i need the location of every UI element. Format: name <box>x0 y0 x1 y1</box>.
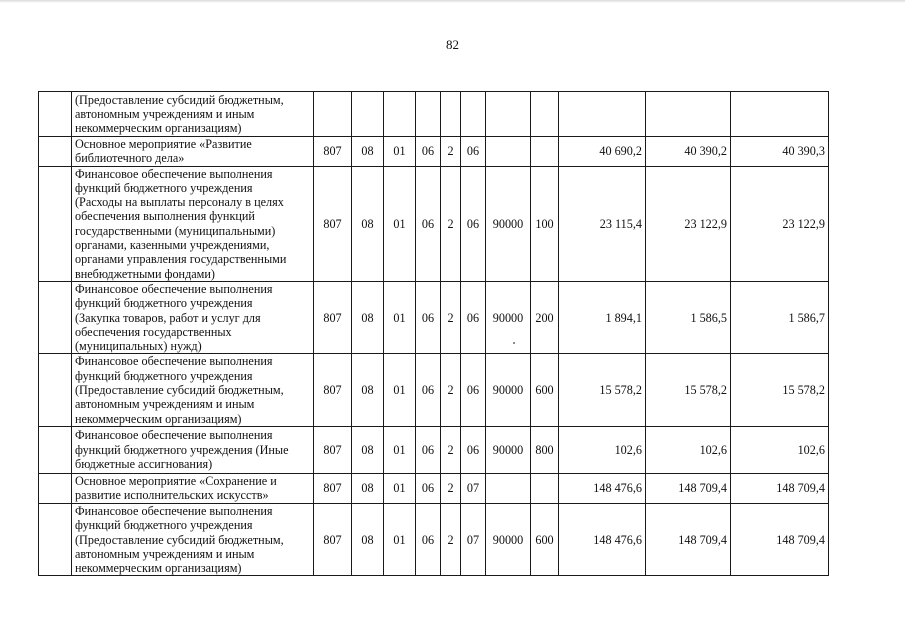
expense-type-cell <box>531 137 559 167</box>
subsection-code-cell: 01 <box>384 281 416 353</box>
amount-year-1-cell: 148 476,6 <box>559 503 646 575</box>
amount-year-3-cell: 40 390,3 <box>731 137 829 167</box>
item-name-line: некоммерческим организациям) <box>75 121 242 136</box>
item-name-cell <box>72 426 314 473</box>
item-name-line: внебюджетными фондами) <box>75 266 215 281</box>
amount-year-3-cell: 102,6 <box>731 426 829 473</box>
item-name-line: органами, казенными учреждениями, <box>75 238 270 253</box>
subsection-code-cell: 01 <box>384 473 416 503</box>
direction-code-cell <box>486 473 531 503</box>
amount-year-1-cell: 1 894,1 <box>559 281 646 353</box>
item-name-line: Финансовое обеспечение выполнения <box>75 503 273 518</box>
item-name-line: органами управления государственными <box>75 252 287 267</box>
amount-year-3-cell: 1 586,7 <box>731 281 829 353</box>
item-name-line: (муниципальных) нужд) <box>75 339 202 354</box>
ministry-code-cell: 807 <box>314 473 352 503</box>
item-name-line: обеспечения выполнения функций <box>75 209 255 224</box>
direction-code-cell: 90000 <box>486 354 531 426</box>
item-name-line: автономным учреждениям и иным <box>75 397 255 412</box>
amount-year-2-cell: 148 709,4 <box>646 503 731 575</box>
section-code-cell: 08 <box>352 281 384 353</box>
subsection-code-cell: 01 <box>384 503 416 575</box>
item-name-line: (Закупка товаров, работ и услуг для <box>75 310 261 325</box>
measure-code-cell: 06 <box>461 426 486 473</box>
subprogram-code-cell: 2 <box>441 426 461 473</box>
amount-year-2-cell <box>646 92 731 137</box>
table-row <box>39 426 829 473</box>
item-name-line: (Предоставление субсидий бюджетным, <box>75 383 284 398</box>
direction-code-cell: 90000 <box>486 503 531 575</box>
subprogram-code-cell <box>441 92 461 137</box>
subsection-code-cell: 01 <box>384 137 416 167</box>
expense-type-cell: 800 <box>531 426 559 473</box>
amount-year-3-cell: 148 709,4 <box>731 473 829 503</box>
amount-year-3-cell: 23 122,9 <box>731 166 829 281</box>
ministry-code-cell: 807 <box>314 166 352 281</box>
ministry-code-cell: 807 <box>314 503 352 575</box>
direction-code-cell <box>486 137 531 167</box>
row-number-cell <box>39 137 72 167</box>
section-code-cell: 08 <box>352 426 384 473</box>
table-row <box>39 166 829 281</box>
expense-type-cell: 100 <box>531 166 559 281</box>
item-name-line: Основное мероприятие «Сохранение и <box>75 474 277 489</box>
item-name-line: Финансовое обеспечение выполнения <box>75 166 273 181</box>
section-code-cell: 08 <box>352 166 384 281</box>
direction-code-cell: 90000 <box>486 426 531 473</box>
ministry-code-cell: 807 <box>314 426 352 473</box>
section-code-cell: 08 <box>352 473 384 503</box>
measure-code-cell: 06 <box>461 354 486 426</box>
item-name-line: функций бюджетного учреждения <box>75 518 253 533</box>
item-name-line: государственными (муниципальными) <box>75 223 276 238</box>
expense-type-cell: 200 <box>531 281 559 353</box>
measure-code-cell: 07 <box>461 503 486 575</box>
amount-year-2-cell: 1 586,5 <box>646 281 731 353</box>
section-code-cell <box>352 92 384 137</box>
measure-code-cell: 07 <box>461 473 486 503</box>
subprogram-code-cell: 2 <box>441 166 461 281</box>
item-name-line: Основное мероприятие «Развитие <box>75 137 252 151</box>
amount-year-1-cell: 23 115,4 <box>559 166 646 281</box>
amount-year-2-cell: 148 709,4 <box>646 473 731 503</box>
item-name-cell <box>72 92 314 137</box>
row-number-cell <box>39 426 72 473</box>
program-code-cell: 06 <box>416 281 441 353</box>
measure-code-cell: 06 <box>461 166 486 281</box>
subsection-code-cell: 01 <box>384 354 416 426</box>
expense-type-cell <box>531 92 559 137</box>
subprogram-code-cell: 2 <box>441 354 461 426</box>
row-number-cell <box>39 354 72 426</box>
item-name-line: Финансовое обеспечение выполнения <box>75 428 273 443</box>
amount-year-2-cell: 102,6 <box>646 426 731 473</box>
expense-type-cell <box>531 473 559 503</box>
amount-year-3-cell <box>731 92 829 137</box>
table-row <box>39 281 829 353</box>
amount-year-1-cell <box>559 92 646 137</box>
ministry-code-cell: 807 <box>314 137 352 167</box>
item-name-line: обеспечения государственных <box>75 324 232 339</box>
budget-table-body <box>39 92 829 576</box>
subsection-code-cell: 01 <box>384 166 416 281</box>
budget-table <box>38 91 829 576</box>
subsection-code-cell <box>384 92 416 137</box>
item-name-line: Финансовое обеспечение выполнения <box>75 281 273 296</box>
program-code-cell: 06 <box>416 354 441 426</box>
measure-code-cell: 06 <box>461 137 486 167</box>
item-name-cell <box>72 281 314 353</box>
ministry-code-cell: 807 <box>314 281 352 353</box>
scan-top-edge <box>0 0 905 3</box>
subprogram-code-cell: 2 <box>441 137 461 167</box>
item-name-cell <box>72 137 314 167</box>
program-code-cell <box>416 92 441 137</box>
item-name-line: библиотечного дела» <box>75 151 185 166</box>
amount-year-2-cell: 23 122,9 <box>646 166 731 281</box>
direction-code-cell: 90000 <box>486 281 531 353</box>
program-code-cell: 06 <box>416 473 441 503</box>
row-number-cell <box>39 473 72 503</box>
program-code-cell: 06 <box>416 503 441 575</box>
item-name-line: развитие исполнительских искусств» <box>75 488 269 503</box>
measure-code-cell <box>461 92 486 137</box>
amount-year-1-cell: 148 476,6 <box>559 473 646 503</box>
item-name-line: автономным учреждениям и иным <box>75 546 255 561</box>
direction-code-cell: 90000 <box>486 166 531 281</box>
amount-year-1-cell: 15 578,2 <box>559 354 646 426</box>
item-name-line: (Предоставление субсидий бюджетным, <box>75 532 284 547</box>
item-name-line: функций бюджетного учреждения <box>75 180 253 195</box>
program-code-cell: 06 <box>416 137 441 167</box>
item-name-line: бюджетные ассигнования) <box>75 457 213 472</box>
amount-year-3-cell: 148 709,4 <box>731 503 829 575</box>
item-name-line: автономным учреждениям и иным <box>75 106 255 121</box>
row-number-cell <box>39 281 72 353</box>
table-row <box>39 354 829 426</box>
table-row <box>39 503 829 575</box>
scan-speck <box>513 342 515 344</box>
item-name-line: (Предоставление субсидий бюджетным, <box>75 92 284 107</box>
item-name-cell <box>72 354 314 426</box>
section-code-cell: 08 <box>352 137 384 167</box>
amount-year-1-cell: 40 690,2 <box>559 137 646 167</box>
item-name-cell <box>72 473 314 503</box>
row-number-cell <box>39 92 72 137</box>
table-row <box>39 473 829 503</box>
amount-year-2-cell: 40 390,2 <box>646 137 731 167</box>
amount-year-3-cell: 15 578,2 <box>731 354 829 426</box>
item-name-cell <box>72 166 314 281</box>
page-number: 82 <box>446 37 459 52</box>
program-code-cell: 06 <box>416 426 441 473</box>
table-row <box>39 92 829 137</box>
amount-year-2-cell: 15 578,2 <box>646 354 731 426</box>
measure-code-cell: 06 <box>461 281 486 353</box>
section-code-cell: 08 <box>352 354 384 426</box>
expense-type-cell: 600 <box>531 503 559 575</box>
row-number-cell <box>39 503 72 575</box>
item-name-line: некоммерческим организациям) <box>75 411 242 426</box>
subsection-code-cell: 01 <box>384 426 416 473</box>
item-name-line: функций бюджетного учреждения (Иные <box>75 442 289 457</box>
subprogram-code-cell: 2 <box>441 503 461 575</box>
ministry-code-cell: 807 <box>314 354 352 426</box>
item-name-line: Финансовое обеспечение выполнения <box>75 354 273 369</box>
direction-code-cell <box>486 92 531 137</box>
item-name-line: (Расходы на выплаты персоналу в целях <box>75 195 284 210</box>
table-row <box>39 137 829 167</box>
item-name-cell <box>72 503 314 575</box>
amount-year-1-cell: 102,6 <box>559 426 646 473</box>
item-name-line: функций бюджетного учреждения <box>75 368 253 383</box>
expense-type-cell: 600 <box>531 354 559 426</box>
item-name-line: некоммерческим организациям) <box>75 561 242 576</box>
subprogram-code-cell: 2 <box>441 281 461 353</box>
item-name-line: функций бюджетного учреждения <box>75 296 253 311</box>
section-code-cell: 08 <box>352 503 384 575</box>
subprogram-code-cell: 2 <box>441 473 461 503</box>
row-number-cell <box>39 166 72 281</box>
program-code-cell: 06 <box>416 166 441 281</box>
ministry-code-cell <box>314 92 352 137</box>
